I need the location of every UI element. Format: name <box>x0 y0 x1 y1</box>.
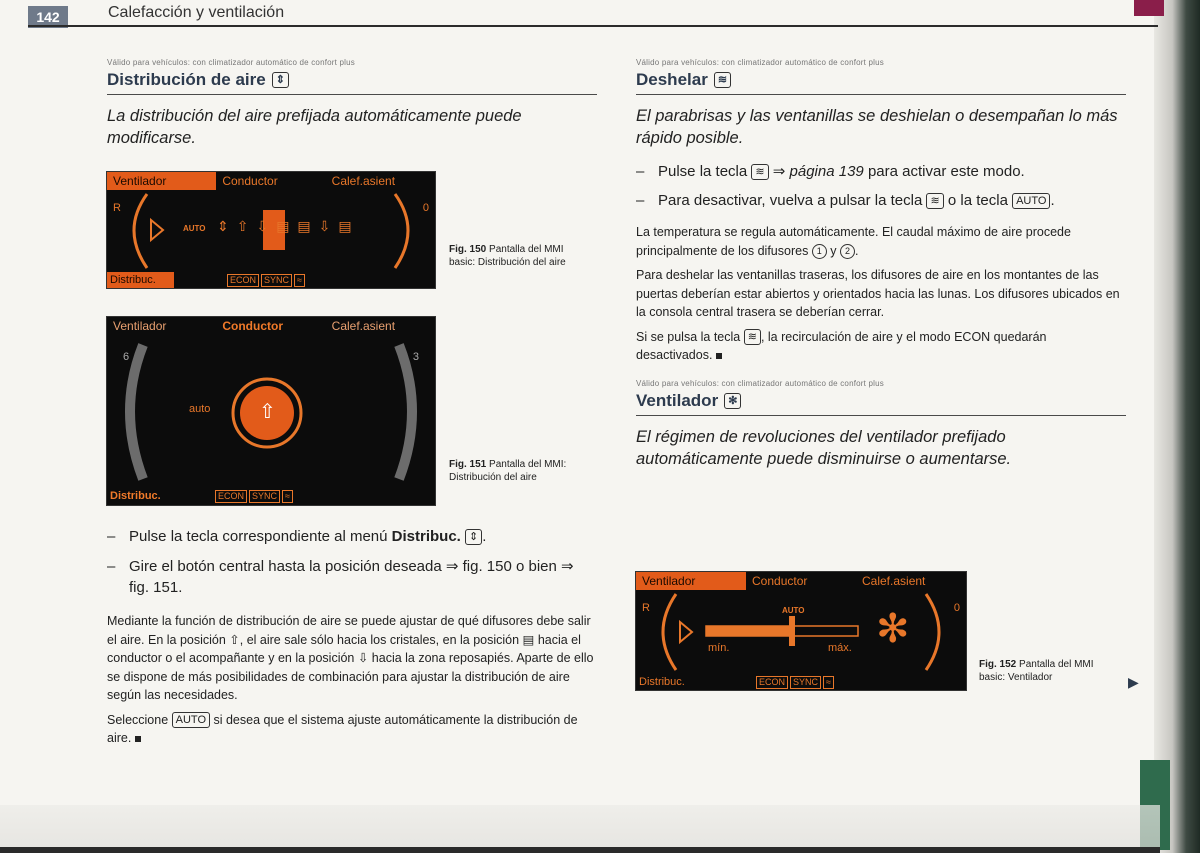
vent-number-2: 2 <box>840 244 855 259</box>
step-tail: para activar este modo. <box>867 163 1025 180</box>
section-rule <box>636 415 1126 416</box>
screen-tab-ventilador: Ventilador <box>107 172 216 190</box>
screen-auto-label: AUTO <box>782 606 805 615</box>
step-1-text-wrap <box>129 526 486 547</box>
section-title-text: Distribución de aire <box>107 70 266 89</box>
screen-tab-conductor: Conductor <box>222 174 278 188</box>
fan-max-label: máx. <box>828 642 852 654</box>
section-intro: El parabrisas y las ventanillas se deshielan o desempañan lo más rápido posible. <box>636 107 1118 147</box>
defrost-key-icon: ≋ <box>751 164 768 180</box>
defrost-key-icon: ≋ <box>926 193 943 209</box>
auto-key: AUTO <box>172 712 210 728</box>
screen-bottom-label: Distribuc. <box>110 490 161 502</box>
fan-min-label: mín. <box>708 642 730 654</box>
section-intro: El régimen de revoluciones del ventilador prefijado automáticamente puede disminuirse o aumentarse. <box>636 427 1012 468</box>
screen-side-left: R <box>113 202 121 214</box>
page-header <box>0 0 1160 26</box>
bottom-edge <box>0 847 1160 853</box>
auto-key: AUTO <box>1012 193 1050 209</box>
econ-button: ECON <box>215 490 247 503</box>
air-direction-icons: ⇕⇧⇩▤▤⇩▤ <box>217 218 360 234</box>
right-column <box>636 58 1126 470</box>
screen-buttons <box>756 676 834 689</box>
screen-tab-calef: Calef.asient <box>862 574 926 588</box>
dash-bullet: – <box>636 163 645 180</box>
step-1-text: Pulse la tecla correspondiente al menú <box>129 528 392 545</box>
fan-icon: ✻ <box>876 607 910 651</box>
screen-side-right: 3 <box>412 351 419 363</box>
para-temp-text: La temperatura se regula automáticamente. El caudal máximo de aire procede principalmente de los difusores <box>636 225 1071 258</box>
step-1-bold: Distribuc. <box>391 528 461 545</box>
paragraph-distribution: Mediante la función de distribución de aire se puede ajustar de qué difusores debe salir el aire. En la posición ⇧, el aire sale sólo hacia los cristales, en la posición ▤ hacia el conductor o el acompañante y en la posición ⇩ hacia la zona reposapiés. Aparte de ello se dispone de más posibilidades de combinación para ajustar la distribución de aire según las necesidades. <box>107 614 594 702</box>
step-text: Pulse la tecla <box>658 163 748 180</box>
section-title-text: Ventilador <box>636 390 719 410</box>
dash-bullet: – <box>107 528 116 545</box>
validity-note: Válido para vehículos: con climatizador automático de confort plus <box>636 58 884 67</box>
paragraph-recirc <box>636 328 1126 365</box>
step-text: Para desactivar, vuelva a pulsar la tecla <box>658 192 923 209</box>
deshelar-step-2-text-wrap <box>658 190 1055 211</box>
paragraph-temperature: La temperatura se regula automáticamente. El caudal máximo de aire procede principalmente de los difusores 1 y 2 . <box>636 225 1071 258</box>
left-body <box>107 526 597 748</box>
dash-bullet: – <box>107 558 116 575</box>
section-title-text: Deshelar <box>636 70 708 89</box>
page-edge <box>1154 0 1200 853</box>
step-or: o la tecla <box>947 192 1008 209</box>
vent-number-1: 1 <box>812 244 827 259</box>
caption-fig150-number: Fig. 150 <box>449 244 487 255</box>
validity-note: Válido para vehículos: con climatizador automático de confort plus <box>636 378 884 388</box>
distribution-key-icon: ⇕ <box>272 72 289 88</box>
screen-side-right: 0 <box>422 202 429 214</box>
end-mark <box>135 736 141 742</box>
distribution-key-icon: ⇕ <box>465 529 482 545</box>
screen-auto-label: AUTO <box>183 224 206 233</box>
screen-buttons <box>215 490 293 503</box>
screen-tab-calef: Calef.asient <box>331 174 396 188</box>
step-2 <box>107 556 597 598</box>
sync-button: SYNC <box>261 274 292 287</box>
validity-note: Válido para vehículos: con climatizador automático de confort plus <box>107 58 355 67</box>
fan-key-icon: ✻ <box>724 393 741 409</box>
bottom-bleed <box>0 805 1160 853</box>
screen-tab-ventilador: Ventilador <box>636 572 746 590</box>
screen-bottom-bar <box>107 272 435 288</box>
defrost-key-icon: ≋ <box>744 329 761 345</box>
caption-fig150-text: Pantalla del MMI basic: Distribución del aire <box>449 244 566 268</box>
caption-fig150 <box>449 243 589 269</box>
deshelar-step-2 <box>636 190 1126 211</box>
chapter-title: Calefacción y ventilación <box>108 4 285 21</box>
step-tail: . <box>1050 192 1055 209</box>
caption-fig151 <box>449 458 589 484</box>
step-arrow: ⇒ <box>772 163 786 180</box>
para-recirc-b: , la recirculación de aire y el modo ECON quedarán desactivados. <box>636 329 1047 362</box>
section-rule <box>107 94 597 95</box>
screen-tab-calef: Calef.asient <box>331 319 396 333</box>
screen-side-left: R <box>642 602 650 614</box>
mmi-basic-screen-fig152 <box>635 571 967 691</box>
section-title-ventilador <box>636 391 1126 411</box>
caption-fig151-number: Fig. 151 <box>449 459 487 470</box>
page-ref: página 139 <box>789 163 864 180</box>
step-1-tail: . <box>482 528 487 545</box>
recirc-button: ≈ <box>823 676 834 689</box>
econ-button: ECON <box>756 676 788 689</box>
screen-side-left: 6 <box>123 351 130 363</box>
recirc-button: ≈ <box>282 490 293 503</box>
end-mark <box>716 353 722 359</box>
recirc-button: ≈ <box>294 274 305 287</box>
sync-button: SYNC <box>790 676 821 689</box>
step-2-text: Gire el botón central hasta la posición deseada ⇒ fig. 150 o bien ⇒ fig. 151. <box>129 558 574 596</box>
para-y: y <box>830 243 837 258</box>
screen-tab-ventilador: Ventilador <box>113 319 167 333</box>
page-number: 142 <box>28 6 68 28</box>
screen-auto-label: auto <box>189 403 211 415</box>
dash-bullet: – <box>636 192 645 209</box>
caption-fig152 <box>979 658 1119 684</box>
deshelar-step-1 <box>636 161 1126 182</box>
para-auto-b: si desea que el sistema ajuste automáticamente la distribución de aire. <box>107 712 578 745</box>
mmi-screen-fig151 <box>106 316 436 506</box>
screen-bottom-bar <box>107 487 435 505</box>
caption-fig152-text: Pantalla del MMI basic: Ventilador <box>979 659 1094 683</box>
mmi-basic-screen-fig150 <box>106 171 436 289</box>
left-column <box>107 58 597 149</box>
screen-bottom-label: Distribuc. <box>639 676 685 688</box>
screen-bottom-label: Distribuc. <box>107 272 174 288</box>
section-title-distribucion <box>107 70 597 90</box>
screen-side-right: 0 <box>953 602 960 614</box>
para-recirc-a: Si se pulsa la tecla <box>636 329 741 344</box>
paragraph-auto <box>107 711 597 748</box>
screen-buttons <box>227 274 305 287</box>
para-auto-a: Seleccione <box>107 712 169 727</box>
section-intro: La distribución del aire prefijada automáticamente puede modificarse. <box>107 107 522 147</box>
screen-graphic <box>636 572 966 690</box>
caption-fig151-text: Pantalla del MMI: Distribución del aire <box>449 459 567 483</box>
sync-button: SYNC <box>249 490 280 503</box>
deshelar-step-1-text-wrap <box>658 161 1025 182</box>
step-1 <box>107 526 597 547</box>
screen-tab-conductor: Conductor <box>222 319 283 333</box>
defrost-key-icon: ≋ <box>714 72 731 88</box>
screen-tab-conductor: Conductor <box>752 574 808 588</box>
up-arrow-icon: ⇧ <box>259 401 276 423</box>
paragraph-rear: Para deshelar las ventanillas traseras, los difusores de aire en los montantes de las puertas deberían estar abiertos y orientados hacia las lunas. Los difusores ubicados en la consola central trasera se deberían cerrar. <box>636 268 1120 319</box>
header-rule <box>28 25 1158 27</box>
caption-fig152-number: Fig. 152 <box>979 659 1017 670</box>
section-rule <box>636 94 1126 95</box>
continue-arrow-icon: ▶ <box>1128 674 1139 690</box>
screen-bottom-bar <box>636 674 966 690</box>
econ-button: ECON <box>227 274 259 287</box>
section-title-deshelar <box>636 70 1126 90</box>
